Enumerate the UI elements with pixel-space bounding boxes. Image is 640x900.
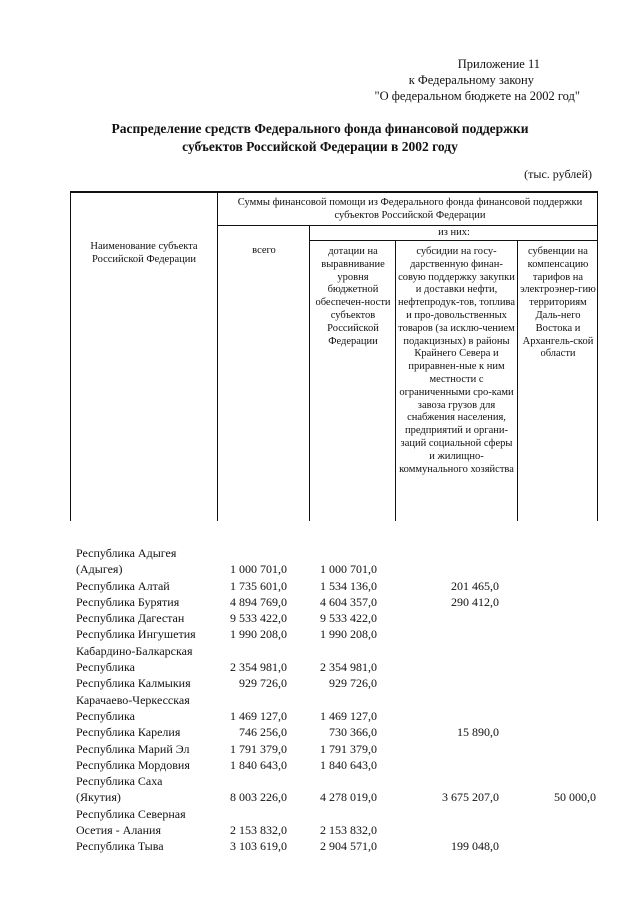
title-line-1: Распределение средств Федерального фонда финансовой поддержки [111,121,529,136]
table-row [76,724,616,740]
region-name-cell: Республика [76,708,135,723]
dotation-cell: 1 000 701,0 [320,562,377,577]
total-col-rule [309,225,310,521]
region-name-cell: Республика Северная [76,806,186,821]
region-name-cell: Республика Адыгея [76,546,177,560]
subsidy-cell: 15 890,0 [457,725,499,740]
subsidy-cell: 3 675 207,0 [442,790,499,805]
region-name-cell: Кабардино-Балкарская [76,643,193,658]
subvention-cell: 50 000,0 [554,790,596,805]
total-cell: 1 735 601,0 [230,578,287,593]
region-name-cell: Республика Бурятия [76,594,180,609]
table-row [76,610,616,626]
header-subventions: субвенции на компенсацию тарифов на электроэнер-гию территориям Даль-него Востока и Архангель-ской области [520,246,596,360]
total-cell: 9 533 422,0 [230,611,287,626]
dotation-cell: 9 533 422,0 [320,611,377,626]
dotation-cell: 1 990 208,0 [320,627,377,642]
dotation-cell: 2 904 571,0 [320,839,377,854]
header-top-rule [70,191,598,193]
subsidy-cell: 201 465,0 [451,578,499,593]
region-name-cell: Карачаево-Черкесская [76,692,190,707]
appendix-law-title: "О федеральном бюджете на 2002 год" [374,89,580,103]
table-row [76,806,616,822]
total-cell: 1 990 208,0 [230,627,287,642]
table-row [76,708,616,724]
region-name-cell: Республика Дагестан [76,611,185,626]
region-name-cell: Республика Саха [76,774,163,789]
header-subsidies: субсидии на госу-дарственную финан-совую поддержку закупки и доставки нефти, нефтепродук-тов, топлива и про-довольственных товаров (за исклю-чением подакцизных) в районы Крайнего Севера и приравнен-ные к ним местности с ограниченными сро-ками завоза грузов для снабжения населения, предприятий и органи-заций социальной сферы и жилищно-коммунального хозяйства [397,246,516,475]
region-name-cell: Республика Мордовия [76,757,190,772]
table-header [70,191,598,521]
table-row [76,789,616,805]
total-cell: 746 256,0 [239,725,287,740]
header-left-rule [70,191,71,521]
table-row [76,741,616,757]
total-cell: 1 000 701,0 [230,562,287,577]
total-cell: 929 726,0 [239,676,287,691]
region-name-cell: Республика Алтай [76,578,170,593]
total-cell: 4 894 769,0 [230,594,287,609]
table-row [76,838,616,854]
header-of-which: из них: [438,227,470,238]
table-row [76,773,616,789]
table-row [76,659,616,675]
table-row [76,675,616,691]
total-cell: 1 469 127,0 [230,708,287,723]
header-total: всего [252,245,276,256]
dotation-cell: 929 726,0 [329,676,377,691]
table-row [76,594,616,610]
table-row [76,822,616,838]
dotation-cell: 2 153 832,0 [320,823,377,838]
of-which-rule [309,240,598,241]
dotation-cell: 1 840 643,0 [320,757,377,772]
document-title [70,120,570,156]
region-name-cell: Осетия - Алания [76,823,161,838]
table-row [76,692,616,708]
table-row [76,643,616,659]
region-name-cell: Республика Карелия [76,725,181,740]
table-body [76,545,616,855]
table-row [76,561,616,577]
appendix-block [375,56,580,104]
name-col-rule [217,191,218,521]
region-name-cell: Республика Ингушетия [76,627,196,642]
table-row [76,578,616,594]
subsidy-col-rule [517,240,518,521]
region-name-cell: Республика Калмыкия [76,676,191,691]
region-name-cell: (Якутия) [76,790,121,805]
header-dotations: дотации на выравнивание уровня бюджетной обеспечен-ности субъектов Российской Федерации [315,246,391,347]
title-line-2: субъектов Российской Федерации в 2002 году [182,139,458,154]
subsidy-cell: 199 048,0 [451,839,499,854]
dotation-cell: 1 534 136,0 [320,578,377,593]
total-cell: 8 003 226,0 [230,790,287,805]
table-row [76,545,616,561]
appendix-law-ref: к Федеральному закону [408,73,534,87]
header-name-column: Наименование субъекта Российской Федерации [90,241,198,265]
total-cell: 1 791 379,0 [230,741,287,756]
dotation-col-rule [395,240,396,521]
group-rule [217,225,598,226]
dotation-cell: 2 354 981,0 [320,660,377,675]
total-cell: 2 354 981,0 [230,660,287,675]
subsidy-cell: 290 412,0 [451,594,499,609]
total-cell: 1 840 643,0 [230,757,287,772]
dotation-cell: 730 366,0 [329,725,377,740]
table-row [76,757,616,773]
dotation-cell: 1 469 127,0 [320,708,377,723]
region-name-cell: Республика Тыва [76,839,164,854]
appendix-number: Приложение 11 [457,57,540,71]
dotation-cell: 1 791 379,0 [320,741,377,756]
region-name-cell: Республика [76,660,135,675]
region-name-cell: (Адыгея) [76,562,123,577]
units-label: (тыс. рублей) [524,167,592,181]
total-cell: 2 153 832,0 [230,823,287,838]
total-cell: 3 103 619,0 [230,839,287,854]
header-group: Суммы финансовой помощи из Федерального фонда финансовой поддержки субъектов Российской Федерации [237,197,583,221]
dotation-cell: 4 278 019,0 [320,790,377,805]
region-name-cell: Республика Марий Эл [76,741,190,756]
table-row [76,626,616,642]
dotation-cell: 4 604 357,0 [320,594,377,609]
